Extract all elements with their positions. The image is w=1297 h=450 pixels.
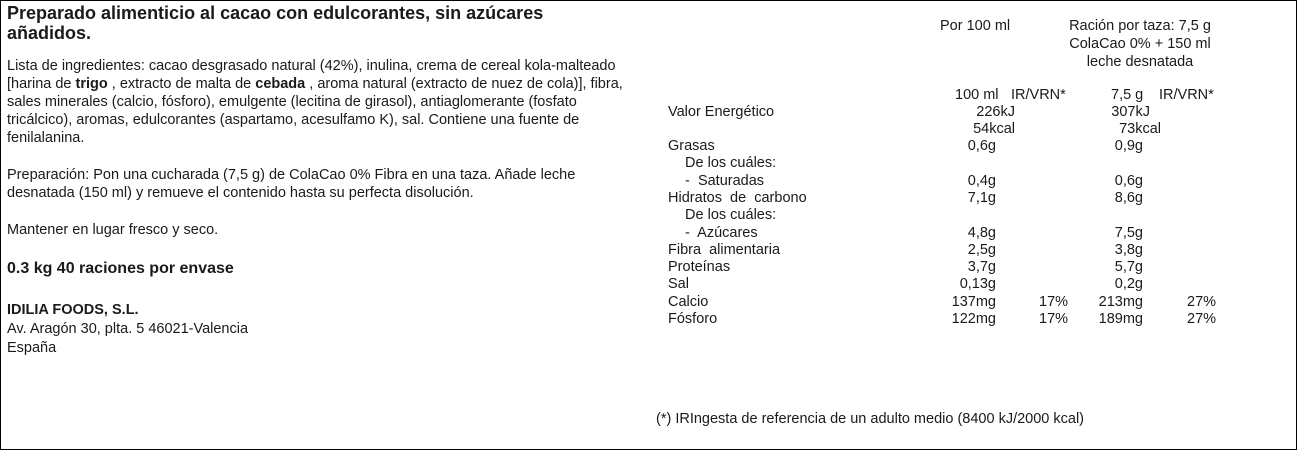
nutrient-label: Grasas <box>668 138 715 154</box>
nutrient-value-100: 137mg <box>951 294 996 310</box>
nutrient-value-100: 122mg <box>951 311 996 327</box>
net-weight: 0.3 kg 40 raciones por envase <box>7 260 234 277</box>
nutrient-ir-portion: 27% <box>1187 294 1217 310</box>
nutrient-label: Proteínas <box>668 259 731 275</box>
nutrient-value-portion: 0,9g <box>1114 138 1143 154</box>
energy-kcal-portion: 73kcal <box>1119 121 1161 137</box>
product-title-line2: añadidos. <box>7 23 92 43</box>
nutrient-value-100: 2,5g <box>967 242 996 258</box>
nutrient-value-portion: 189mg <box>1098 311 1143 327</box>
nutrient-label: Fibra alimentaria <box>668 242 781 258</box>
subheader-100ml: 100 ml <box>955 87 999 103</box>
energy-kj-100: 226kJ <box>976 104 1015 120</box>
energy-label: Valor Energético <box>668 104 775 120</box>
nutrient-value-portion: 0,6g <box>1114 173 1143 189</box>
header-portion-line3: leche desnatada <box>1086 54 1194 70</box>
nutrient-label: Hidratos de carbono <box>668 190 807 206</box>
storage-instructions: Mantener en lugar fresco y seco. <box>7 222 219 238</box>
subheader-75g: 7,5 g <box>1111 87 1144 103</box>
header-per-100ml: Por 100 ml <box>940 18 1011 34</box>
nutrient-value-portion: 3,8g <box>1114 242 1143 258</box>
nutrient-value-100: 0,6g <box>967 138 996 154</box>
nutrient-value-portion: 7,5g <box>1114 225 1143 241</box>
nutrient-label: De los cuáles: <box>677 155 777 171</box>
nutrient-label: Calcio <box>668 294 709 310</box>
allergen-cebada: cebada <box>255 76 306 92</box>
ingredients-text-3: , aroma natural (extracto de nuez de cola)], fibra, sales minerales (calcio, fósforo), emulgente (lecitina de girasol), antiaglomerante (fosfato tricálcico), aromas, edulcorantes (aspartamo, acesulfamo K), sal. Contiene una fuente de fenilalanina. <box>7 76 623 146</box>
energy-kj-portion: 307kJ <box>1111 104 1150 120</box>
nutrient-value-portion: 5,7g <box>1114 259 1143 275</box>
subheader-ir-portion: IR/VRN* <box>1159 87 1214 103</box>
nutrient-value-100: 0,4g <box>967 173 996 189</box>
product-title-line1: Preparado alimenticio al cacao con edulcorantes, sin azúcares <box>7 3 544 23</box>
allergen-trigo: trigo <box>75 76 108 92</box>
nutrient-value-portion: 8,6g <box>1114 190 1143 206</box>
nutrient-label: - Saturadas <box>677 173 765 189</box>
header-portion-line1: Ración por taza: 7,5 g <box>1069 18 1211 34</box>
nutrient-value-portion: 213mg <box>1098 294 1143 310</box>
nutrient-value-100: 7,1g <box>967 190 996 206</box>
subheader-ir-100: IR/VRN* <box>1011 87 1066 103</box>
nutrient-ir-100: 17% <box>1039 294 1069 310</box>
preparation-line2: desnatada (150 ml) y remueve el contenido hasta su perfecta disolución. <box>7 185 474 201</box>
company-name: IDILIA FOODS, S.L. <box>7 302 139 318</box>
preparation-line1: Preparación: Pon una cucharada (7,5 g) de ColaCao 0% Fibra en una taza. Añade leche <box>7 167 576 183</box>
nutrient-value-100: 3,7g <box>967 259 996 275</box>
footnote: (*) IRIngesta de referencia de un adulto medio (8400 kJ/2000 kcal) <box>656 411 1084 427</box>
nutrient-ir-portion: 27% <box>1187 311 1217 327</box>
energy-kcal-100: 54kcal <box>973 121 1015 137</box>
nutrient-label: Sal <box>668 276 689 292</box>
ingredients-list <box>7 57 642 147</box>
nutrient-label: Fósforo <box>668 311 718 327</box>
nutrient-value-100: 4,8g <box>967 225 996 241</box>
nutrient-value-100: 0,13g <box>959 276 996 292</box>
company-address: Av. Aragón 30, plta. 5 46021-Valencia <box>7 321 249 337</box>
nutrient-label: - Azúcares <box>677 225 758 241</box>
ingredients-text-2: , extracto de malta de <box>107 76 256 92</box>
nutrient-label: De los cuáles: <box>677 207 777 223</box>
header-portion-line2: ColaCao 0% + 150 ml <box>1069 36 1211 52</box>
ingredients-text-1: Lista de ingredientes: cacao desgrasado natural (42%), inulina, crema de cereal kola-malteado [harina de <box>7 58 616 92</box>
nutrient-value-portion: 0,2g <box>1114 276 1143 292</box>
company-country: España <box>7 340 57 356</box>
nutrient-ir-100: 17% <box>1039 311 1069 327</box>
